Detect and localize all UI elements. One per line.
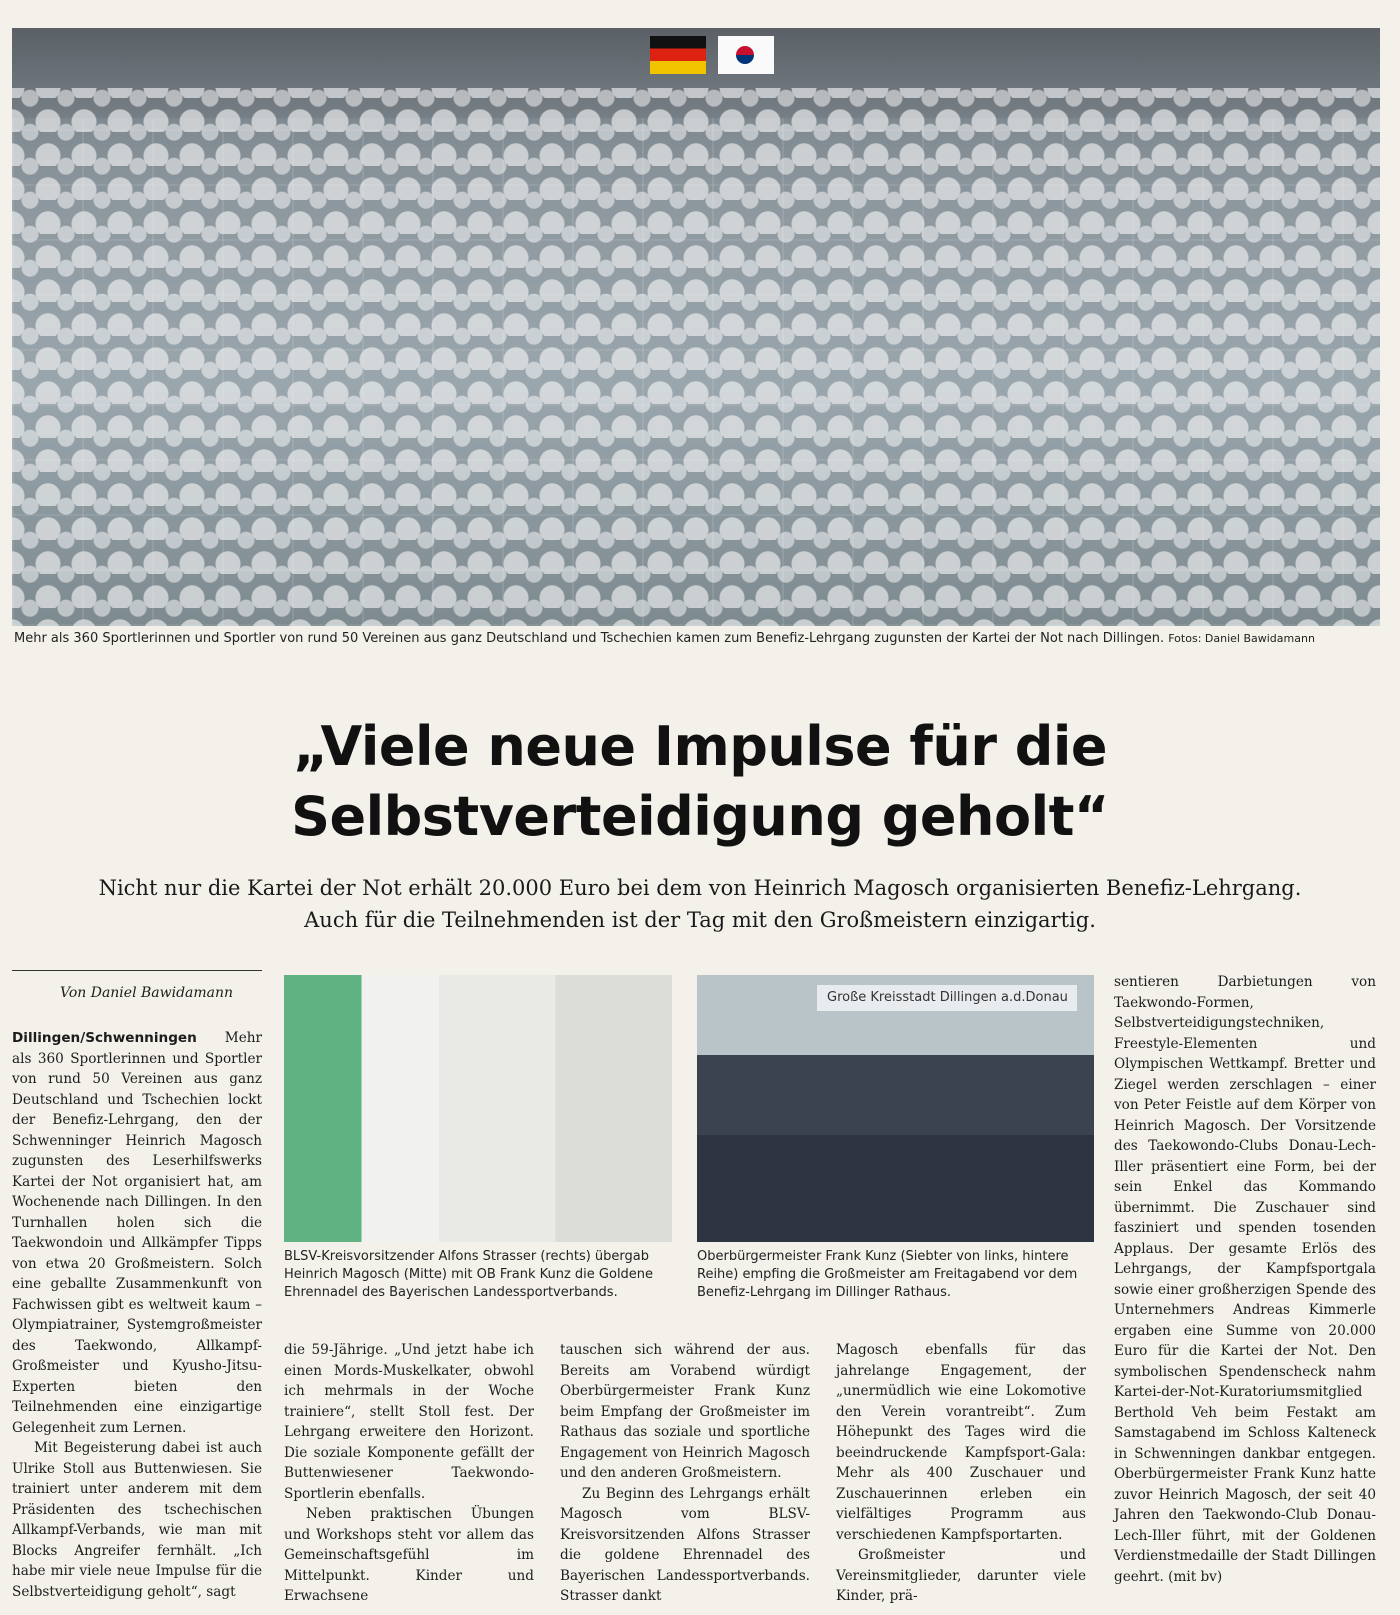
byline-divider <box>12 970 262 971</box>
photo-credit: Fotos: Daniel Bawidamann <box>1168 632 1315 645</box>
byline: Von Daniel Bawidamann <box>60 985 234 1001</box>
paragraph: Magosch ebenfalls für das jahrelange Engagement, der „unermüdlich wie eine Lokomotive den Verein vorantreibt“. Zum Höhepunkt des Tages wird die beeindruckende Kampfsport-Gala: Mehr als 400 Zuschauer und Zuschauerinnen erleben ein vielfältiges Programm aus verschiedenen Kampfsportarten. <box>836 1342 1086 1543</box>
athletes-crowd <box>12 88 1380 626</box>
german-flag-icon <box>650 36 706 74</box>
article-column-5 <box>1114 972 1376 1587</box>
paragraph-text: Mehr als 360 Sportlerinnen und Sportler von rund 50 Vereinen aus ganz Deutschland und Tschechien lockt der Benefiz-Lehrgang, den der Schwenninger Heinrich Magosch zugunsten des Leserhilfswerks Kartei der Not organisiert hat, am Wochenende nach Dillingen. In den Turnhallen holen sich die Taekwondoin und Allkämpfer Tipps von etwa 20 Großmeistern. Solch eine geballte Zusammenkunft von Fachwissen gibt es weltweit kaum – Olympiatrainer, Systemgroßmeister des Taekwondo, Allkampf-Großmeister und Kyusho-Jitsu-Experten bieten den Teilnehmenden eine einzigartige Gelegenheit zum Lernen. <box>12 1030 262 1436</box>
hero-caption-text: Mehr als 360 Sportlerinnen und Sportler von rund 50 Vereinen aus ganz Deutschland und Tschechien kamen zum Benefiz-Lehrgang zugunsten der Kartei der Not nach Dillingen. <box>14 631 1165 646</box>
award-photo-caption: BLSV-Kreisvorsitzender Alfons Strasser (rechts) übergab Heinrich Magosch (Mitte) mit OB Frank Kunz die Goldene Ehrennadel des Bayerischen Landessportverbands. <box>284 1249 654 1300</box>
paragraph: Zu Beginn des Lehrgangs erhält Magosch vom BLSV-Kreisvorsitzenden Alfons Strasser die goldene Ehrennadel des Bayerischen Landessportverbands. Strasser dankt <box>560 1485 810 1604</box>
korean-flag-icon <box>718 36 774 74</box>
subheadline-line-1: Nicht nur die Kartei der Not erhält 20.000 Euro bei dem von Heinrich Magosch organisierten Benefiz-Lehrgang. <box>98 876 1302 900</box>
subheadline <box>0 872 1400 936</box>
town-banner: Große Kreisstadt Dillingen a.d.Donau <box>817 985 1077 1011</box>
town-hall-photo <box>697 975 1094 1242</box>
paragraph: tauschen sich während der aus. Bereits am Vorabend würdigt Oberbürgermeister Frank Kunz beim Empfang der Großmeister im Rathaus das soziale und sportliche Engagement von Heinrich Magosch und den anderen Großmeistern. <box>560 1342 810 1481</box>
dateline: Dillingen/Schwenningen <box>12 1030 197 1046</box>
town-hall-photo-caption: Oberbürgermeister Frank Kunz (Siebter von links, hintere Reihe) empfing die Großmeister am Freitagabend vor dem Benefiz-Lehrgang im Dillinger Rathaus. <box>697 1249 1078 1300</box>
article-column-2 <box>284 1340 534 1607</box>
paragraph: sentieren Darbietungen von Taekwondo-Formen, Selbstverteidigungstechniken, Freestyle-Elementen und Olympischen Wettkampf. Bretter und Ziegel werden zerschlagen – einer von Peter Feistle auf dem Körper von Heinrich Magosch. Der Vorsitzende des Taekowondo-Clubs Donau-Lech-Iller präsentiert eine Form, bei der sein Enkel das Kommando übernimmt. Die Zuschauer sind fasziniert und spenden tosenden Applaus. Der gesamte Erlös des Lehrgangs, der Kampfsportgala sowie einer großherzigen Spende des Unternehmers Andreas Kimmerle ergaben eine Summe von 20.000 Euro für die Kartei der Not. Den symbolischen Spendenscheck nahm Kartei-der-Not-Kuratoriumsmitglied Berthold Veh beim Festakt am Samstagabend im Schloss Kalteneck in Schwenningen dankbar entgegen. Oberbürgermeister Frank Kunz hatte zuvor Heinrich Magosch, der seit 40 Jahren den Taekwondo-Club Donau-Lech-Iller führt, mit der Goldenen Verdienstmedaille der Stadt Dillingen geehrt. (mit bv) <box>1114 974 1376 1585</box>
award-photo <box>284 975 672 1242</box>
paragraph: Mit Begeisterung dabei ist auch Ulrike Stoll aus Buttenwiesen. Sie trainiert unter anderem mit dem Präsidenten des tschechischen Allkampf-Verbands, wie man mit Blocks Angreifer fernhält. „Ich habe mir viele neue Impulse für die Selbstverteidigung geholt“, sagt <box>12 1440 262 1600</box>
article-column-4 <box>836 1340 1086 1607</box>
hero-caption <box>14 630 1384 648</box>
subheadline-line-2: Auch für die Teilnehmenden ist der Tag mit den Großmeistern einzigartig. <box>304 908 1096 932</box>
paragraph <box>12 1028 262 1438</box>
paragraph: die 59-Jährige. „Und jetzt habe ich einen Mords-Muskelkater, obwohl ich mehrmals in der Woche trainiere“, stellt Stoll fest. Der Lehrgang erweitere den Horizont. Die soziale Komponente gefällt der Buttenwiesener Taekwondo-Sportlerin ebenfalls. <box>284 1342 534 1502</box>
paragraph: Großmeister und Vereinsmitglieder, darunter viele Kinder, prä- <box>836 1547 1086 1604</box>
paragraph: Neben praktischen Übungen und Workshops steht vor allem das Gemeinschaftsgefühl im Mittelpunkt. Kinder und Erwachsene <box>284 1506 534 1604</box>
headline <box>0 712 1400 852</box>
article-column-3 <box>560 1340 810 1607</box>
headline-line-1: „Viele neue Impulse für die <box>292 715 1108 778</box>
headline-line-2: Selbstverteidigung geholt“ <box>291 785 1109 848</box>
article-column-1 <box>12 1028 262 1602</box>
hero-photo <box>12 28 1380 626</box>
